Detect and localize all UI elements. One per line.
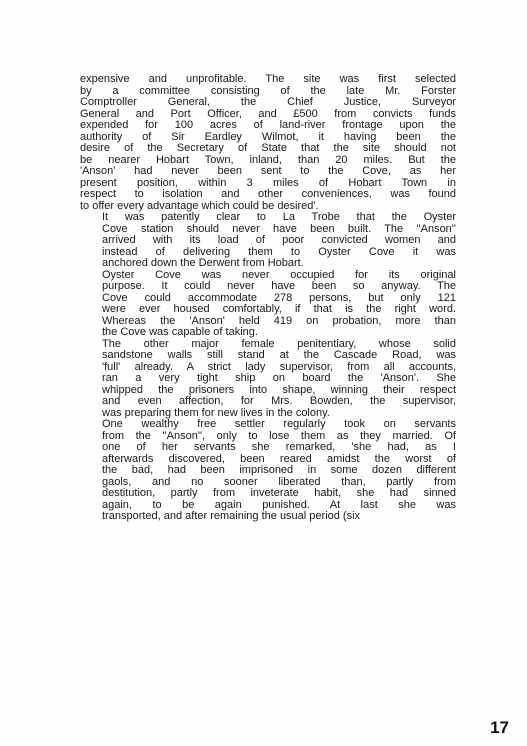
paragraph [80, 212, 456, 270]
text-line: the Cove was capable of taking. [102, 327, 258, 338]
text-line: Comptroller General, the Chief Justice, Surveyor [80, 97, 456, 108]
text-line: and even affection, for Mrs. Bowden, the supervisor, [102, 396, 456, 407]
text-line: to offer every advantage which could be desired'. [80, 200, 319, 212]
body-text [80, 74, 456, 523]
text-line: ran a very tight ship on board the 'Anson'. She [102, 373, 456, 384]
text-line: transported, and after remaining the usual period (six [102, 511, 361, 522]
paragraph [80, 270, 456, 339]
text-line: authority of Sir Eardley Wilmot, it having been the [80, 131, 456, 143]
text-line: expended for 100 acres of land-river frontage upon the [80, 120, 456, 131]
text-line: The other major female penitentiary, whose solid [102, 338, 456, 350]
text-line: destitution, partly from inveterate habit, she had sinned [102, 488, 456, 499]
text-line: gaols, and no sooner liberated than, partly from [102, 476, 456, 488]
text-line: again, to be again punished. At last she was [102, 499, 456, 511]
text-line: One wealthy free settler regularly took on servants [102, 419, 456, 430]
text-line: expensive and unprofitable. The site was first selected [80, 74, 456, 85]
text-line: purpose. It could never have been so anyway. The [102, 281, 456, 292]
text-line: 'full' already. A strict lady supervisor, from all accounts, [102, 361, 456, 373]
text-line: afterwards discovered, been reared amidst the worst of [102, 453, 456, 465]
text-line: present position, within 3 miles of Hobart Town in [80, 177, 456, 189]
text-line: Cove could accommodate 278 persons, but only 121 [102, 292, 456, 304]
paragraph [80, 339, 456, 420]
text-line: sandstone walls still stand at the Cascade Road, was [102, 350, 456, 361]
text-line: desire of the Secretary of State that the site should not [80, 143, 456, 154]
text-line: Cove station should never have been built. The ''Anson'' [102, 223, 456, 235]
text-line: instead of delivering them to Oyster Cove it was [102, 246, 456, 258]
text-line: was preparing them for new lives in the colony. [102, 407, 330, 419]
text-line: General and Port Officer, and £500 from convicts funds [80, 108, 456, 120]
text-line: by a committee consisting of the late Mr. Forster [80, 85, 456, 97]
text-line: be nearer Hobart Town, inland, than 20 miles. But the [80, 154, 456, 166]
text-line: arrived with its load of poor convicted women and [102, 235, 456, 246]
text-line: one of her servants she remarked, 'she had, as I [102, 442, 456, 453]
paragraph [80, 74, 456, 212]
text-line: were ever housed comfortably, if that is the right word. [102, 304, 456, 315]
paragraph [80, 419, 456, 523]
text-line: the bad, had been imprisoned in some dozen different [102, 465, 456, 476]
page-number: 17 [490, 718, 509, 737]
text-line: Whereas the 'Anson' held 419 on probation, more than [102, 315, 456, 327]
text-line: Oyster Cove was never occupied for its original [102, 269, 456, 281]
text-line: anchored down the Derwent from Hobart. [102, 258, 304, 269]
text-line: It was patently clear to La Trobe that the Oyster [102, 212, 456, 223]
text-line: from the ''Anson'', only to lose them as they married. Of [102, 430, 456, 442]
text-line: whipped the prisoners into shape, winning their respect [102, 384, 456, 396]
text-line: 'Anson' had never been sent to the Cove, as her [80, 166, 456, 177]
text-line: respect to isolation and other conveniences, was found [80, 189, 456, 200]
